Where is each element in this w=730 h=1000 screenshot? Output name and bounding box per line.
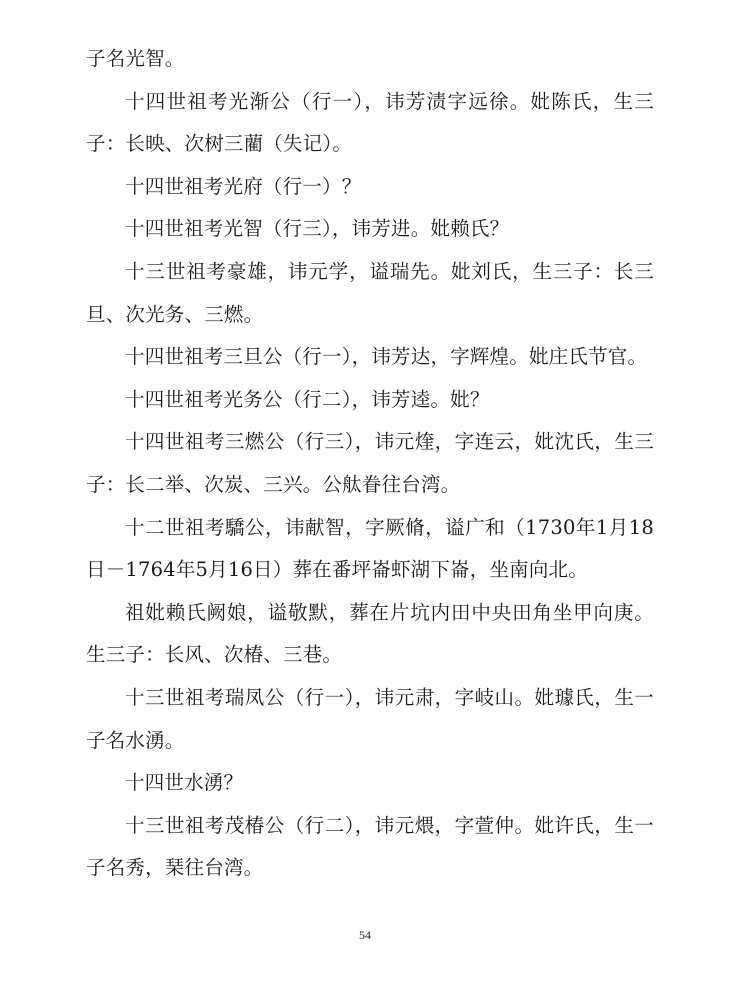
paragraph: 十四世水湧？ [125,771,244,795]
paragraph: 十四世祖考三旦公（行一），讳芳达，字辉煌。妣庄氏节官。 [125,345,648,369]
paragraph: 十二世祖考驕公，讳献智，字厥脩，谥广和（1730年1月18日－1764年5月16日）葬在番坪崙虾湖下崙，坐南向北。 [86,515,654,582]
paragraph: 十三世祖考豪雄，讳元学，谥瑞先。妣刘氏，生三子：长三旦、次光务、三燃。 [86,259,654,326]
paragraph: 子名光智。 [86,47,185,70]
paragraph: 十三世祖考瑞凤公（行一），讳元肃，字岐山。妣璩氏，生一子名水湧。 [86,685,654,752]
paragraph: 十三世祖考茂椿公（行二），讳元煨，字萱仲。妣许氏，生一子名秀，琹往台湾。 [86,813,654,880]
document-body [86,38,654,890]
paragraph: 十四世祖考光智（行三），讳芳进。妣赖氏？ [125,217,510,241]
paragraph: 十四世祖考光府（行一）？ [125,174,362,198]
paragraph: 十四世祖考光务公（行二），讳芳逵。妣？ [125,387,490,411]
paragraph: 十四世祖考光渐公（行一），讳芳渍字远徐。妣陈氏，生三子：长映、次树三藺（失记）。 [86,89,654,156]
page-number: 54 [359,928,371,942]
paragraph: 祖妣赖氏阙娘，谥敬默，葬在片坑内田中央田角坐甲向庚。生三子：长风、次椿、三巷。 [86,600,654,667]
paragraph: 十四世祖考三燃公（行三），讳元煃，字连云，妣沈氏，生三子：长二举、次炭、三兴。公舦眷往台湾。 [86,430,654,496]
